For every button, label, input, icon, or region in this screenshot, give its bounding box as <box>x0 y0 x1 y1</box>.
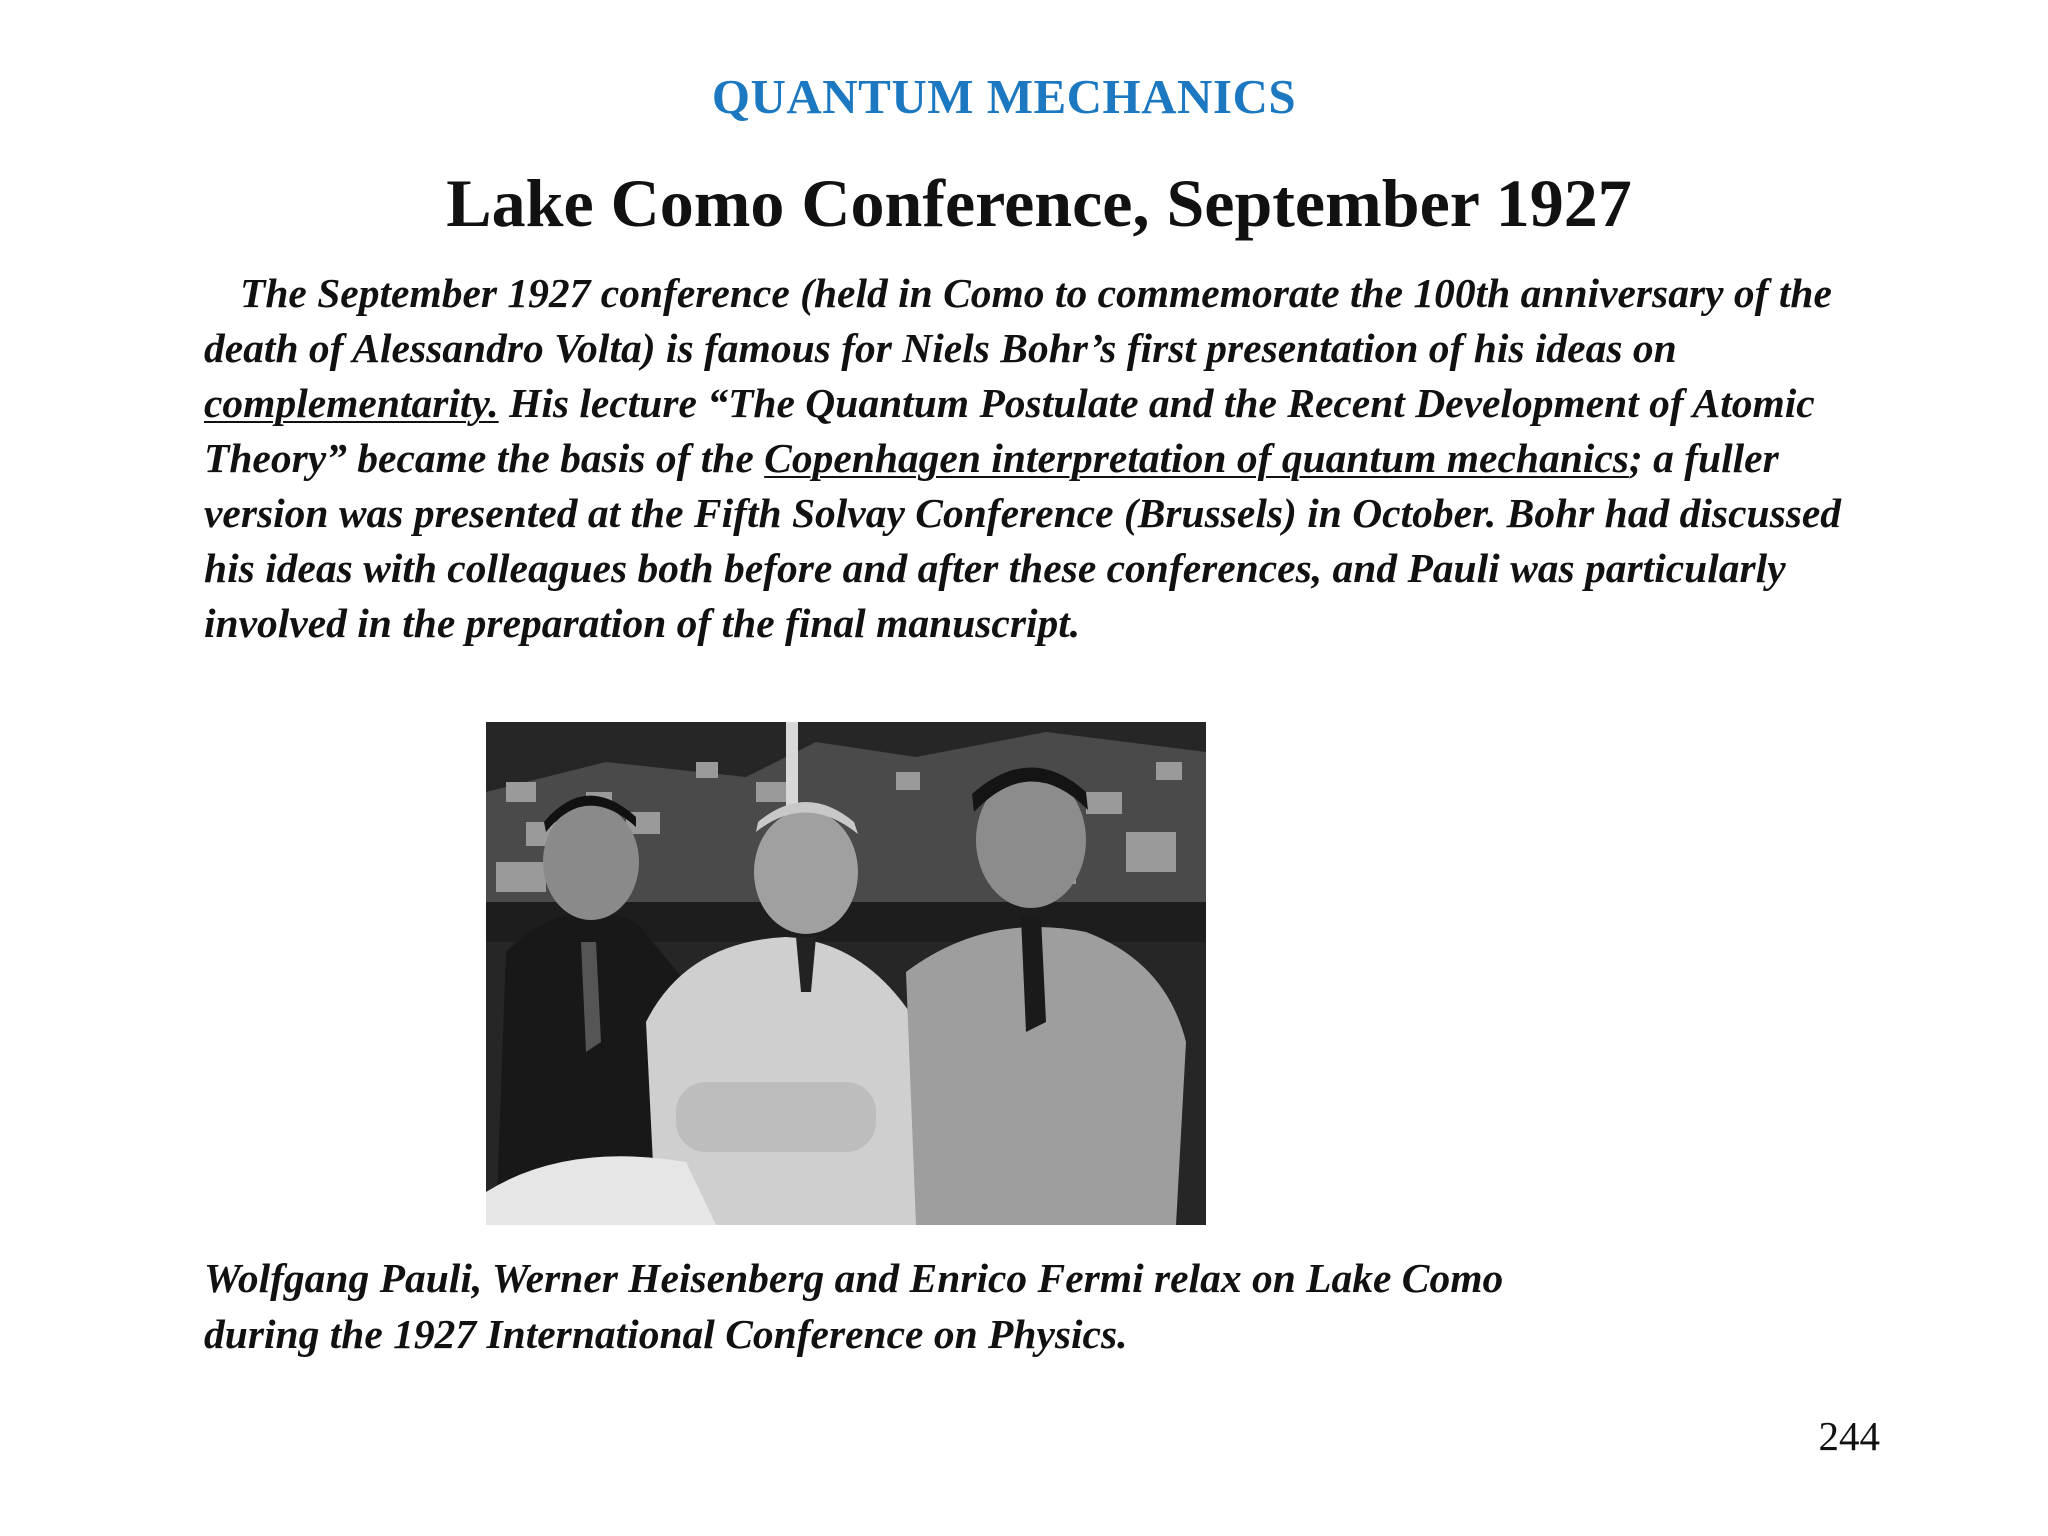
body-text-part-1: The September 1927 conference (held in Como to commemorate the 100th anniversary of the death of Alessandro Volta) is famous for Niels Bohr’s first presentation of his ideas on <box>204 270 1832 371</box>
page-number: 244 <box>1818 1413 1880 1459</box>
slide-title: Lake Como Conference, September 1927 <box>446 165 1632 241</box>
photo-pauli-heisenberg-fermi <box>486 722 1206 1225</box>
copenhagen-interpretation-link[interactable]: Copenhagen interpretation of quantum mechanics <box>764 435 1629 481</box>
complementarity-link[interactable]: complementarity. <box>204 380 499 426</box>
photo-illustration <box>486 722 1206 1225</box>
section-title: QUANTUM MECHANICS <box>711 69 1297 124</box>
caption-line-1: Wolfgang Pauli, Werner Heisenberg and Enrico Fermi relax on Lake Como <box>204 1255 1504 1301</box>
caption-line-2: during the 1927 International Conference on Physics. <box>204 1311 1128 1357</box>
body-text-part-3: ; a fuller version was presented at the Fifth Solvay Conference (Brussels) in October. Bohr had discussed his ideas with colleagues both before and after these conferences, and Pauli was particularly involved in the preparation of the final manuscript. <box>204 435 1842 646</box>
photo-caption <box>204 1250 1704 1362</box>
body-text-part-2: His lecture “The Quantum Postulate and the Recent Development of Atomic Theory” became the basis of the <box>204 380 1815 481</box>
body-paragraph <box>204 266 1864 651</box>
